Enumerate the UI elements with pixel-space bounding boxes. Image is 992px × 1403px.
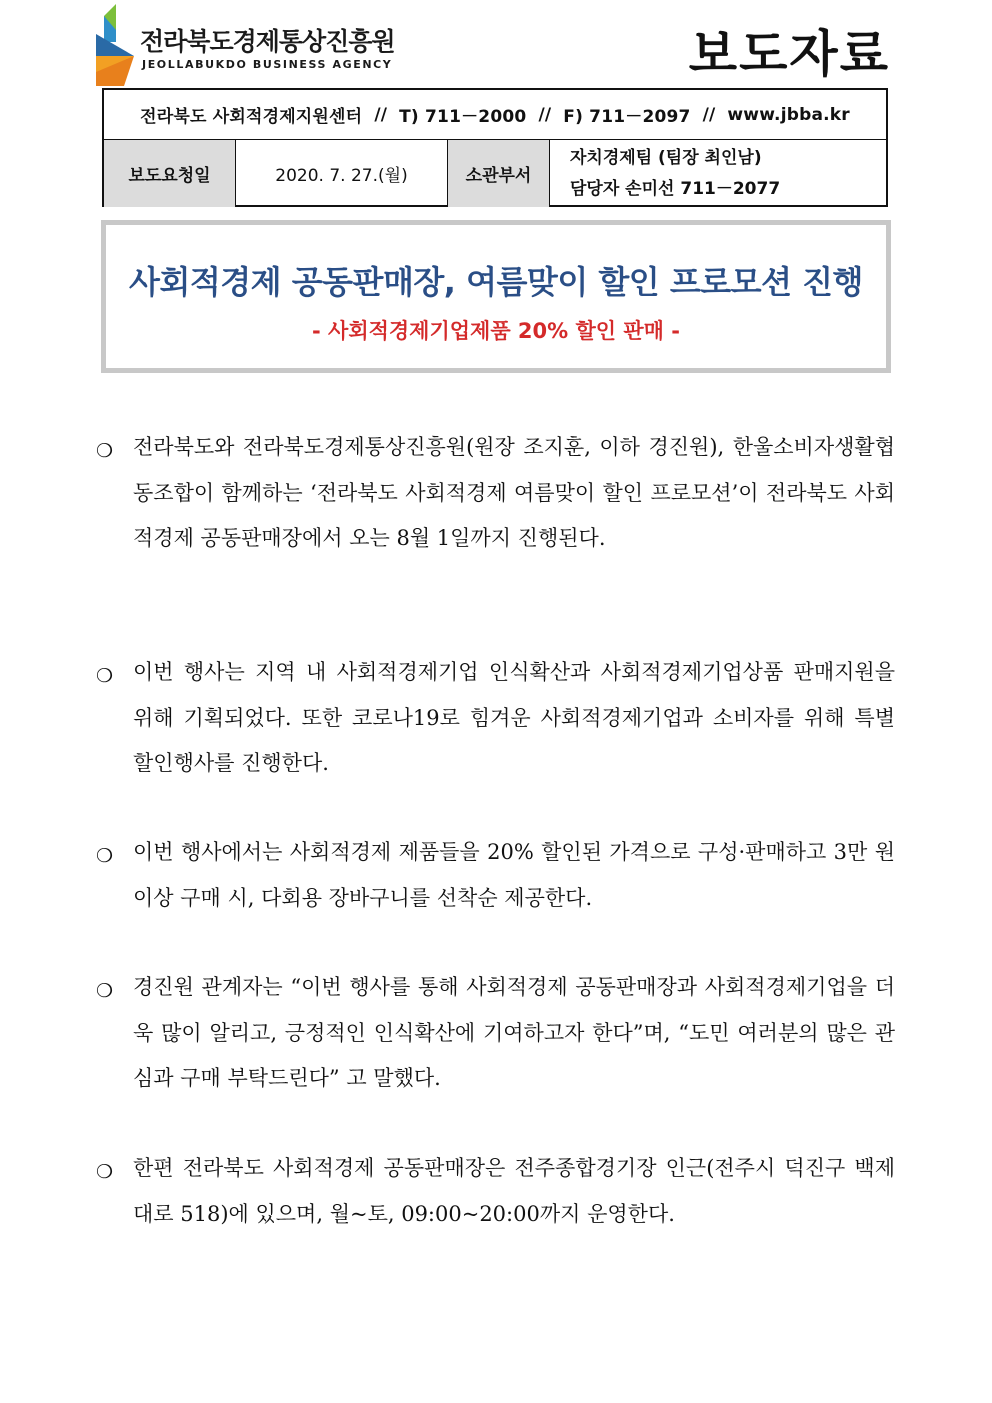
agency-logo-icon (94, 4, 140, 86)
department-contact: 담당자 손미선 711－2077 (570, 178, 781, 199)
bullet-icon: ❍ (96, 665, 114, 687)
bullet-icon: ❍ (96, 845, 114, 867)
bullet-icon: ❍ (96, 1161, 114, 1183)
info-table (102, 88, 888, 207)
headline-subtitle: - 사회적경제기업제품 20% 할인 판매 - (312, 319, 680, 343)
separator: // (538, 104, 552, 125)
fax: F) 711－2097 (563, 107, 691, 127)
agency-name-korean: 전라북도경제통상진흥원 (140, 27, 395, 56)
paragraph-text: 경진원 관계자는 “이번 행사를 통해 사회적경제 공동판매장과 사회적경제기업을 더욱 많이 알리고, 긍정적인 인식확산에 기여하고자 한다”며, “도민 여러분의 많은 관심과 구매 부탁드린다” 고 말했다. (133, 975, 895, 1090)
bullet-icon: ❍ (96, 440, 114, 462)
separator: // (374, 104, 388, 125)
paragraph-text: 전라북도와 전라북도경제통상진흥원(원장 조지훈, 이하 경진원), 한울소비자생활협동조합이 함께하는 ‘전라북도 사회적경제 여름맞이 할인 프로모션’이 전라북도 사회적경제 공동판매장에서 오는 8월 1일까지 진행된다. (133, 435, 895, 550)
document-type-title: 보도자료 (688, 25, 890, 83)
headline-title: 사회적경제 공동판매장, 여름맞이 할인 프로모션 진행 (129, 263, 863, 301)
paragraph-text: 한편 전라북도 사회적경제 공동판매장은 전주종합경기장 인근(전주시 덕진구 백제대로 518)에 있으며, 월~토, 09:00~20:00까지 운영한다. (133, 1156, 895, 1226)
telephone: T) 711－2000 (399, 107, 527, 127)
request-date-label: 보도요청일 (104, 140, 236, 207)
separator: // (702, 104, 716, 125)
bullet-icon: ❍ (96, 980, 114, 1002)
agency-logo (94, 4, 395, 86)
agency-name-english: JEOLLABUKDO BUSINESS AGENCY (142, 58, 393, 71)
department-team: 자치경제팀 (팀장 최인남) (570, 147, 762, 168)
paragraph-text: 이번 행사에서는 사회적경제 제품들을 20% 할인된 가격으로 구성·판매하고 3만 원 이상 구매 시, 다회용 장바구니를 선착순 제공한다. (133, 840, 895, 910)
request-date: 2020. 7. 27.(월) (236, 140, 448, 207)
headline-box (101, 220, 891, 373)
department-info (550, 140, 886, 207)
website-link[interactable]: www.jbba.kr (727, 104, 850, 125)
department-label: 소관부서 (448, 140, 550, 207)
paragraph-text: 이번 행사는 지역 내 사회적경제기업 인식확산과 사회적경제기업상품 판매지원을 위해 기획되었다. 또한 코로나19로 힘겨운 사회적경제기업과 소비자를 위해 특별 할인행사를 진행한다. (133, 660, 895, 775)
contact-row (104, 90, 886, 140)
center-name: 전라북도 사회적경제지원센터 (140, 107, 363, 127)
